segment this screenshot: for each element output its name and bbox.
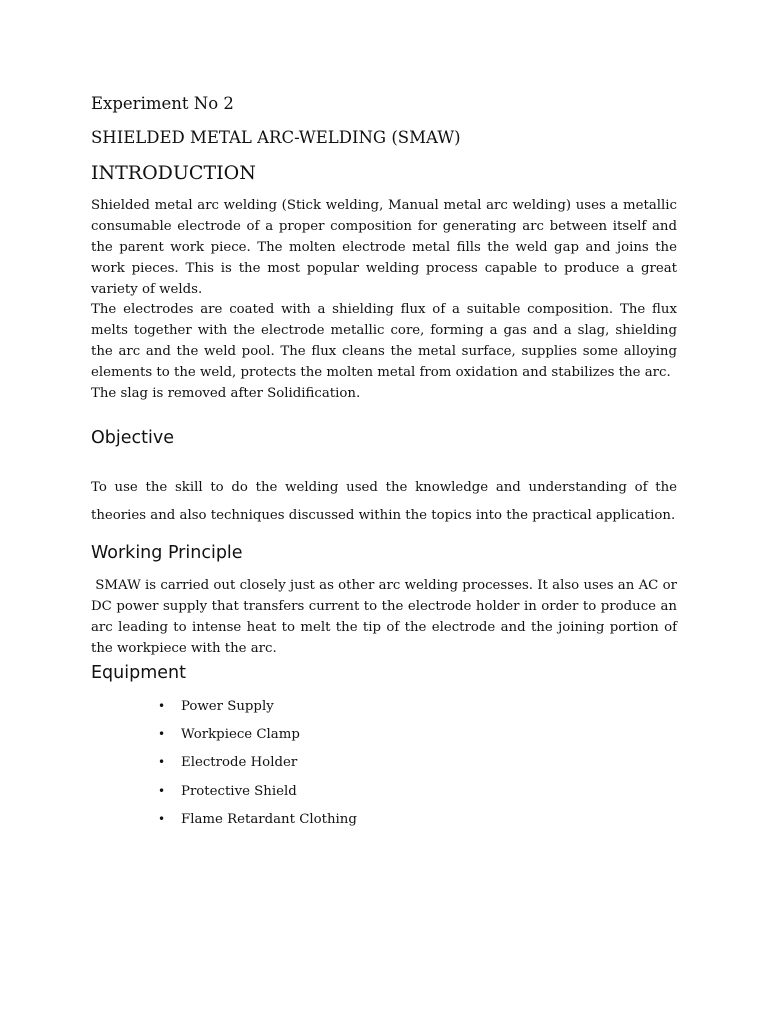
equipment-item-label: Flame Retardant Clothing — [181, 811, 357, 827]
objective-text: To use the skill to do the welding used the knowledge and understanding of the theories and also techniques discussed within the topics into the practical application. — [91, 480, 677, 523]
equipment-item — [158, 809, 357, 837]
bullet-icon: • — [158, 727, 166, 742]
intro-paragraph-1: Shielded metal arc welding (Stick welding, Manual metal arc welding) uses a metallic consumable electrode of a proper composition for generating arc between itself and the parent work piece. The molten electrode metal fills the weld gap and joins the work pieces. This is the most popular welding process capable to produce a great variety of welds. — [91, 198, 677, 297]
main-title: SHIELDED METAL ARC-WELDING (SMAW) — [91, 128, 461, 147]
bullet-icon: • — [158, 811, 166, 826]
bullet-icon: • — [158, 699, 166, 713]
intro-paragraph-2-body: The electrodes are coated with a shielding flux of a suitable composition. The flux melts together with the electrode metallic core, forming a gas and a slag, shielding the arc and the weld pool. The flux cleans the metal surface, supplies some alloying elements to the weld, protects the molten metal from oxidation and stabilizes the arc. — [91, 302, 677, 380]
equipment-list — [158, 696, 357, 837]
experiment-title: Experiment No 2 — [91, 94, 234, 113]
equipment-heading: Equipment — [91, 663, 186, 683]
equipment-item-label: Electrode Holder — [181, 755, 298, 771]
equipment-item-label: Workpiece Clamp — [181, 727, 300, 743]
equipment-item — [158, 781, 357, 809]
intro-paragraph-2 — [91, 299, 677, 404]
working-principle-heading: Working Principle — [91, 543, 243, 563]
equipment-item — [158, 724, 357, 752]
equipment-item — [158, 696, 357, 724]
introduction-heading: INTRODUCTION — [91, 162, 256, 184]
equipment-item — [158, 752, 357, 780]
objective-heading: Objective — [91, 428, 174, 448]
bullet-icon: • — [158, 755, 166, 770]
working-principle-text: SMAW is carried out closely just as other arc welding processes. It also uses an AC or DC power supply that transfers current to the electrode holder in order to produce an arc leading to intense heat to melt the tip of the electrode and the joining portion of the workpiece with the arc. — [91, 578, 682, 656]
equipment-item-label: Protective Shield — [181, 783, 297, 799]
intro-paragraph-2-last-line: The slag is removed after Solidification. — [91, 386, 361, 401]
bullet-icon: • — [158, 783, 166, 798]
equipment-item-label: Power Supply — [181, 699, 274, 714]
